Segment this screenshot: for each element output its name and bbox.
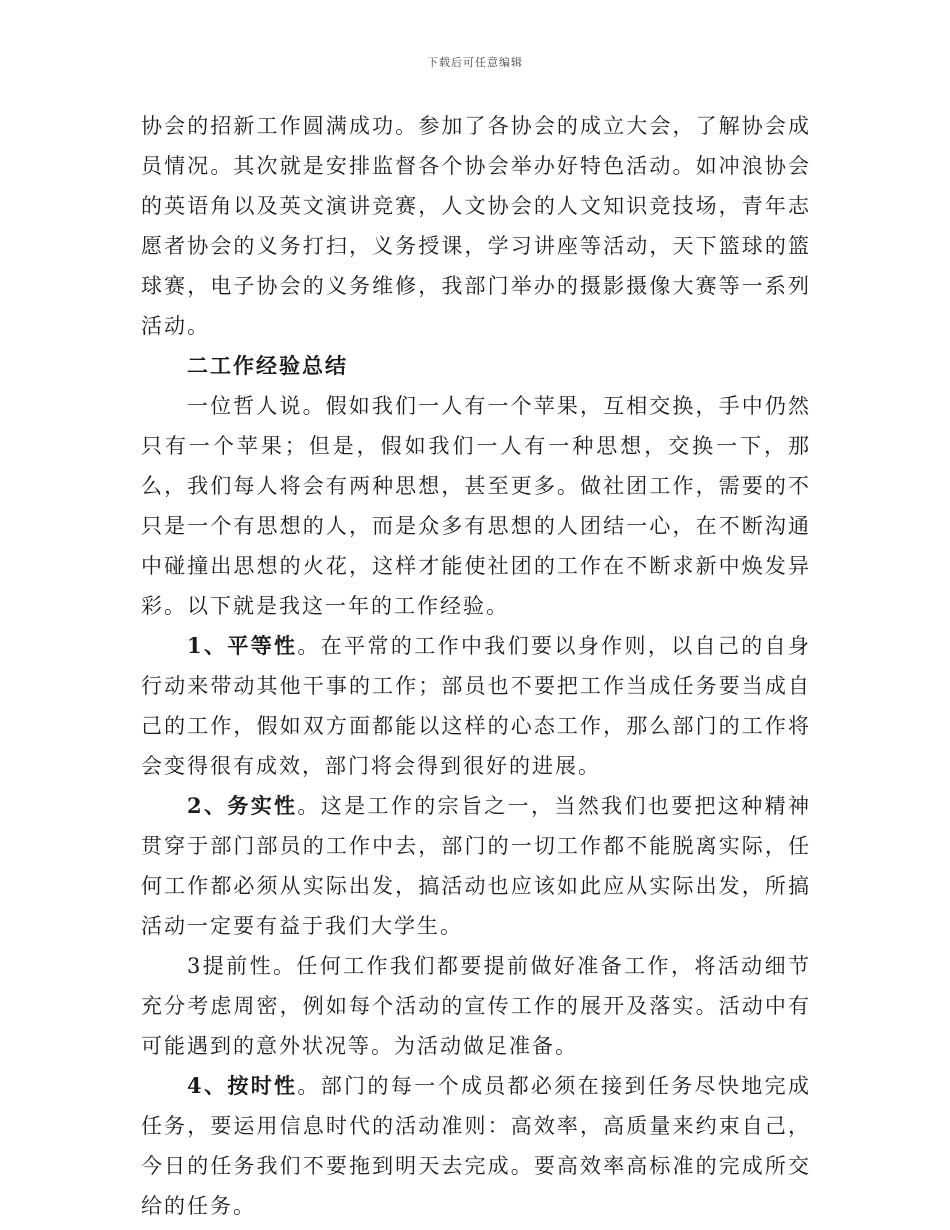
section-heading: 二工作经验总结: [187, 353, 348, 378]
list-item-equality: [141, 626, 811, 786]
item-title-punctuality: 4、按时性: [187, 1073, 298, 1098]
item-text-practicality: 。这是工作的宗旨之一，当然我们也要把这种精神贯穿于部门部员的工作中去，部门的一切工作都不能脱离实际，任何工作都必须从实际出发，搞活动也应该如此应从实际出发，所搞活动一定要有益于我们大学生。: [141, 794, 811, 938]
item-title-equality: 1、平等性: [187, 633, 298, 658]
item-text-equality: 。在平常的工作中我们要以身作则，以自己的自身行动来带动其他干事的工作；部员也不要把工作当成任务要当成自己的工作，假如双方面都能以这样的心态工作，那么部门的工作将会变得很有成效，部门将会得到很好的进展。: [141, 634, 811, 778]
document-body: [141, 106, 811, 1226]
item-text-punctuality: 。部门的每一个成员都必须在接到任务尽快地完成任务，要运用信息时代的活动准则：高效率，高质量来约束自己，今日的任务我们不要拖到明天去完成。要高效率高标准的完成所交给的任务。: [141, 1074, 811, 1218]
paragraph-philosopher-quote: 一位哲人说。假如我们一人有一个苹果，互相交换，手中仍然只有一个苹果；但是，假如我们一人有一种思想，交换一下，那么，我们每人将会有两种思想，甚至更多。做社团工作，需要的不只是一个有思想的人，而是众多有思想的人团结一心，在不断沟通中碰撞出思想的火花，这样才能使社团的工作在不断求新中焕发异彩。以下就是我这一年的工作经验。: [141, 394, 811, 618]
item-title-advance-planning: 3提前性: [187, 954, 273, 978]
item-title-practicality: 2、务实性: [187, 793, 298, 818]
list-item-punctuality: [141, 1066, 811, 1226]
item-text-advance-planning: 。任何工作我们都要提前做好准备工作，将活动细节充分考虑周密，例如每个活动的宣传工作的展开及落实。活动中有可能遇到的意外状况等。为活动做足准备。: [141, 954, 811, 1058]
list-item-practicality: [141, 786, 811, 946]
page-header: 下载后可任意编辑: [427, 56, 523, 69]
list-item-advance-planning: [141, 946, 811, 1066]
paragraph-association-activities: 协会的招新工作圆满成功。参加了各协会的成立大会，了解协会成员情况。其次就是安排监督各个协会举办好特色活动。如冲浪协会的英语角以及英文演讲竞赛，人文协会的人文知识竞技场，青年志愿者协会的义务打扫，义务授课，学习讲座等活动，天下篮球的篮球赛，电子协会的义务维修，我部门举办的摄影摄像大赛等一系列活动。: [141, 114, 811, 338]
